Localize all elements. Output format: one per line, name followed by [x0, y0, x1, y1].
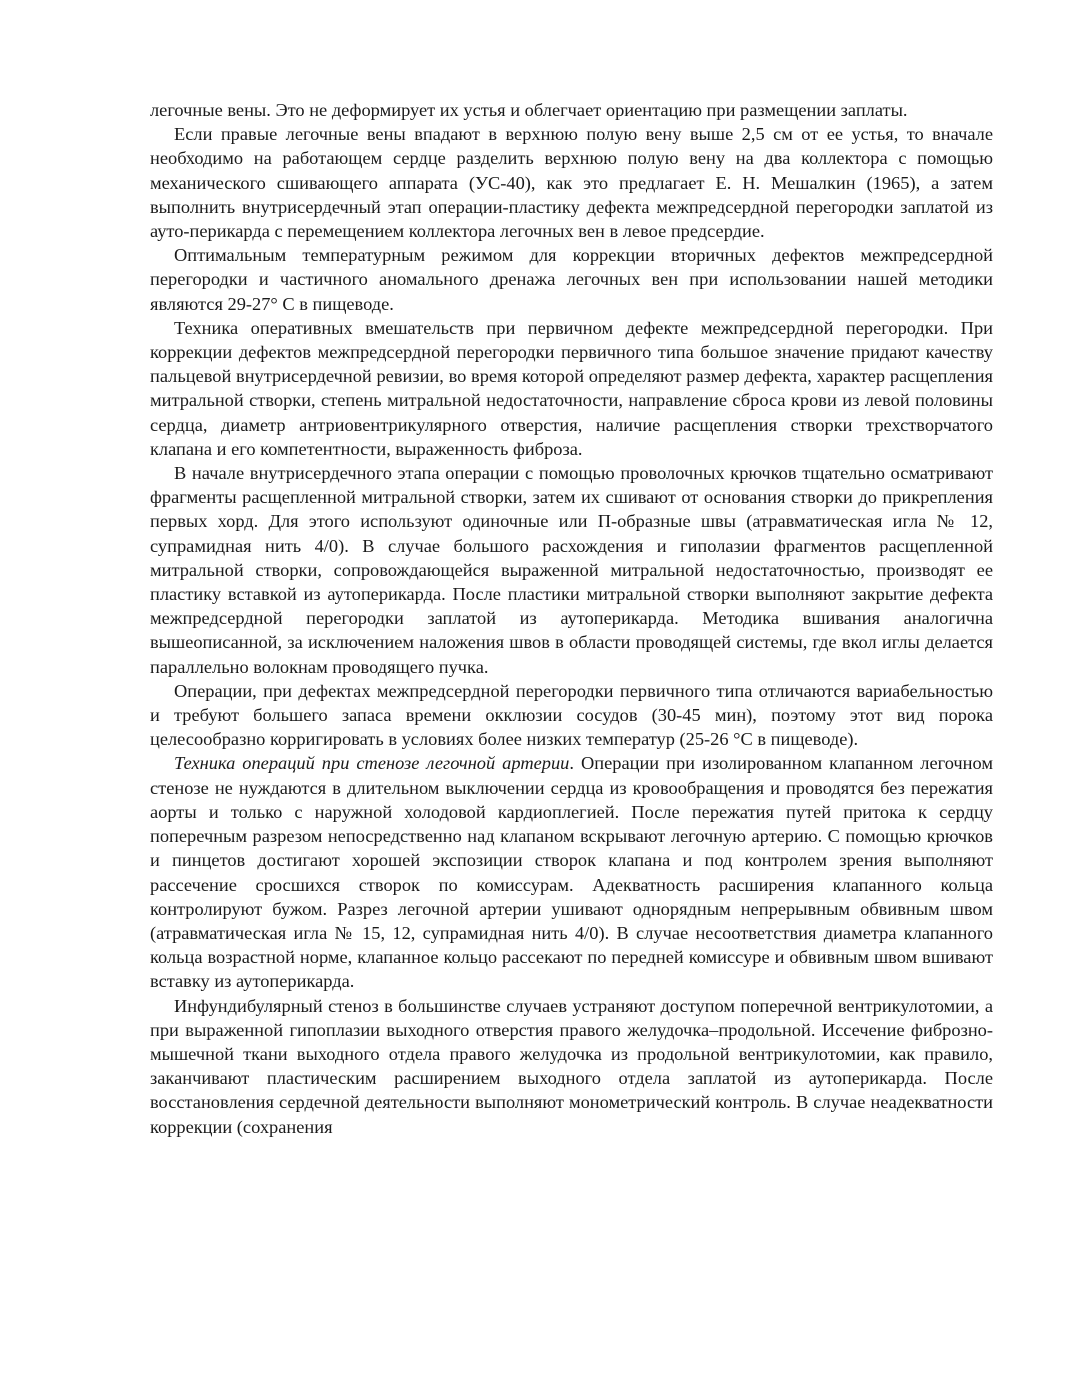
paragraph-intracardiac-stage: В начале внутрисердечного этапа операции с помощью проволочных крючков тщательно осматривают фрагменты расщепленной митральной створки, затем их сшивают от основания створки до прикрепления первых хорд. Для этого используют одиночные или П-образные швы (атравматическая игла № 12, супрамидная нить 4/0). В случае большого расхождения и гиполазии фрагментов расщепленной митральной створки, сопровождающейся выраженной митральной недостаточностью, производят ее пластику вставкой из аутоперикарда. После пластики митральной створки выполняют закрытие дефекта межпредсердной перегородки заплатой из аутоперикарда. Методика вшивания аналогична вышеописанной, за исключением наложения швов в области проводящей системы, где вкол иглы делается параллельно волокнам проводящего пучка.	[150, 463, 993, 677]
paragraph-italic-heading: Техника операций при стенозе легочной артерии	[174, 753, 570, 774]
paragraph-temperature-regime: Оптимальным температурным режимом для коррекции вторичных дефектов межпредсердной перегородки и частичного аномального дренажа легочных вен при использовании нашей методики являются 29-27° С в пищеводе.	[150, 245, 993, 314]
document-page	[150, 98, 993, 1139]
paragraph-primary-defect-operations: Операции, при дефектах межпредсердной перегородки первичного типа отличаются вариабельностью и требуют большего запаса времени окклюзии сосудов (30-45 мин), поэтому этот вид порока целесообразно корригировать в условиях более низких температур (25-26 °С в пищеводе).	[150, 680, 993, 750]
paragraph-infundibular-stenosis: Инфундибулярный стеноз в большинстве случаев устраняют доступом поперечной вентрикулотомии, а при выраженной гипоплазии выходного отверстия правого желудочка–продольной. Иссечение фиброзно-мышечной ткани выходного отдела правого желудочка из продольной вентрикулотомии, как правило, заканчивают пластическим расширением выходного отдела заплатой из аутоперикарда. После восстановления сердечной деятельности выполняют монометрический контроль. В случае неадекватности коррекции (сохранения	[150, 995, 993, 1137]
paragraph-primary-defect-technique: Техника оперативных вмешательств при первичном дефекте межпредсердной перегородки. При коррекции дефектов межпредсердной перегородки первичного типа большое значение придают качеству пальцевой внутрисердечной ревизии, во время которой определяют размер дефекта, характер расщепления митральной створки, степень митральной недостаточности, направление сброса крови из левой половины сердца, диаметр антриовентрикулярного отверстия, наличие расщепления створки трехстворчатого клапана и его компетентности, выраженность фиброза.	[150, 317, 993, 459]
paragraph-pulmonary-stenosis	[150, 751, 993, 993]
paragraph-body-text: . Операции при изолированном клапанном легочном стенозе не нуждаются в длительном выключении сердца из кровообращения и проводятся без пережатия аорты и только с наружной холодовой кардиоплегией. После пережатия путей притока к сердцу поперечным разрезом непосредственно над клапаном вскрывают легочную артерию. С помощью крючков и пинцетов достигают хорошей экспозиции створок клапана и под контролем зрения выполняют рассечение сросшихся створок по комиссурам. Адекватность расширения клапанного кольца контролируют бужом. Разрез легочной артерии ушивают однорядным непрерывным обвивным швом (атравматическая игла № 15, 12, супрамидная нить 4/0). В случае несоответствия диаметра клапанного кольца возрастной норме, клапанное кольцо рассекают по передней комиссуре и обвивным швом вшивают вставку из аутоперикарда.	[150, 753, 993, 992]
paragraph-superior-vena-cava: Если правые легочные вены впадают в верхнюю полую вену выше 2,5 см от ее устья, то вначале необходимо на работающем сердце разделить верхнюю полую вену на два коллектора с помощью механического сшивающего аппарата (УС-40), как это предлагает Е. Н. Мешалкин (1965), а затем выполнить внутрисердечный этап операции-пластику дефекта межпредсердной перегородки заплатой из ауто-перикарда с перемещением коллектора легочных вен в левое предсердие.	[150, 124, 993, 242]
paragraph-pulmonary-veins-continuation: легочные вены. Это не деформирует их устья и облегчает ориентацию при размещении заплаты.	[150, 100, 908, 120]
